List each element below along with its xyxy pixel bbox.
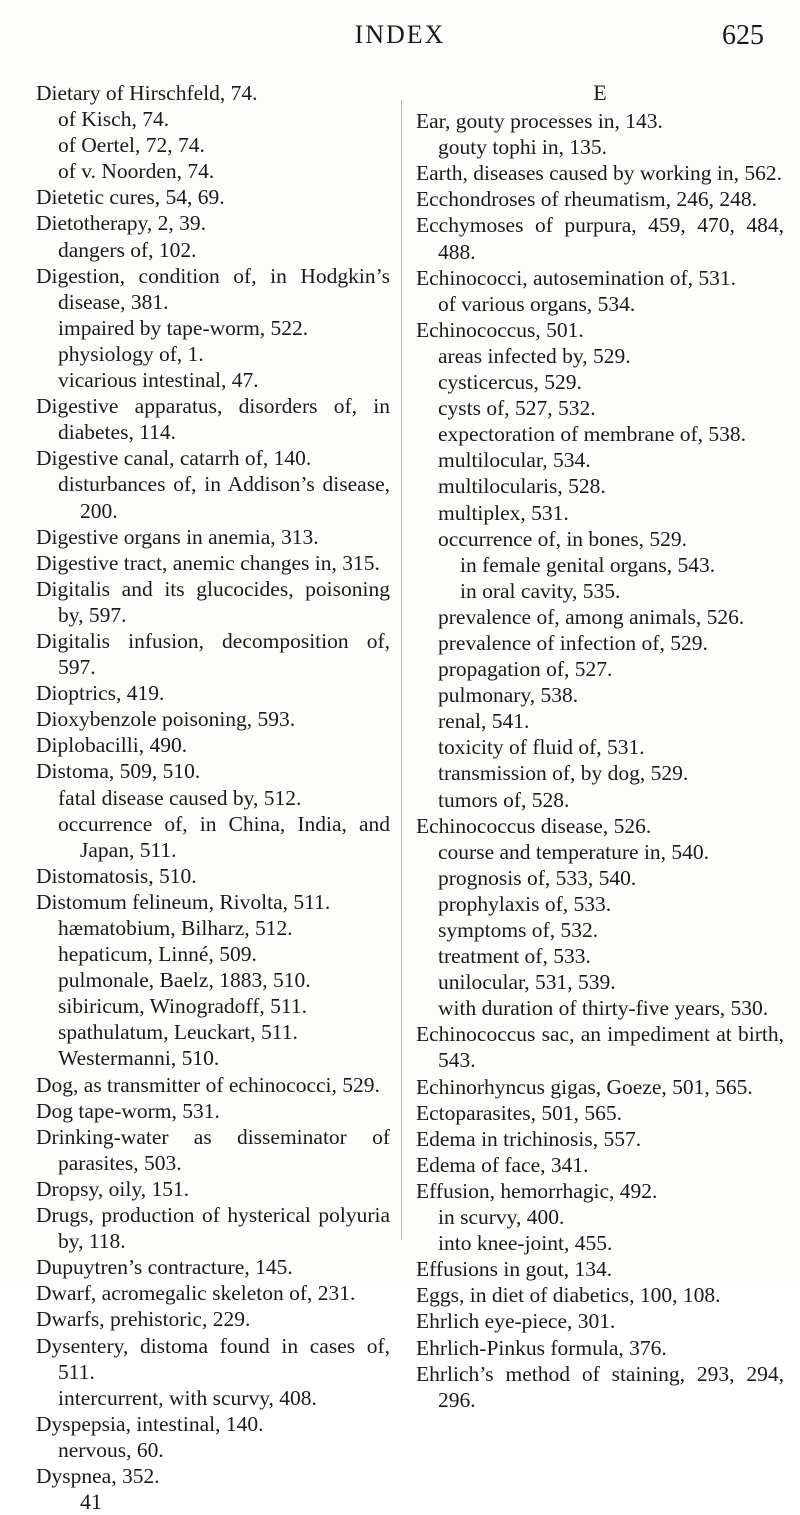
index-subentry: pulmonale, Baelz, 1883, 510. [58, 968, 311, 993]
index-subentry: impaired by tape-worm, 522. [58, 315, 309, 340]
index-subentry: in oral cavity, 535. [460, 578, 621, 603]
index-entry: Dwarf, acromegalic skeleton of, 231. [36, 1281, 356, 1306]
index-subentry: gouty tophi in, 135. [438, 135, 608, 160]
index-entry: Dioxybenzole poisoning, 593. [36, 707, 296, 732]
index-subentry: cysticercus, 529. [438, 370, 582, 395]
index-entry: Digestive tract, anemic changes in, 315. [36, 550, 380, 575]
index-entry: Drinking-water as disseminator of parasites, 503. [36, 1124, 390, 1175]
index-entry: Dropsy, oily, 151. [36, 1176, 190, 1201]
index-entry: Distoma, 509, 510. [36, 759, 201, 784]
page-number: 625 [722, 20, 764, 51]
index-entry: Dwarfs, prehistoric, 229. [36, 1307, 251, 1332]
index-subentry: areas infected by, 529. [438, 343, 631, 368]
index-entry: Echinococci, autosemination of, 531. [416, 265, 737, 290]
index-entry: Dietetic cures, 54, 69. [36, 185, 225, 210]
index-subentry: tumors of, 528. [438, 787, 570, 812]
index-subentry: propagation of, 527. [438, 657, 613, 682]
right-entries [416, 108, 784, 1413]
index-subentry: into knee-joint, 455. [438, 1231, 613, 1256]
index-entry: Distomum felineum, Rivolta, 511. [36, 889, 331, 914]
index-subentry: disturbances of, in Addison’s disease, 200. [58, 472, 390, 523]
index-entry: Edema of face, 341. [416, 1152, 589, 1177]
index-subentry: cysts of, 527, 532. [438, 396, 596, 421]
index-subentry: multilocularis, 528. [438, 474, 606, 499]
index-entry: Digestive canal, catarrh of, 140. [36, 446, 312, 471]
index-entry: Effusions in gout, 134. [416, 1257, 613, 1282]
index-subentry: of Oertel, 72, 74. [58, 133, 205, 158]
index-subentry: prevalence of, among animals, 526. [438, 604, 745, 629]
index-entry: Ecchymoses of purpura, 459, 470, 484, 488. [416, 213, 784, 264]
index-subentry: hæmatobium, Bilharz, 512. [58, 916, 293, 940]
right-index-column [416, 80, 784, 1413]
index-entry: Digitalis and its glucocides, poisoning by, 597. [36, 576, 390, 627]
section-letter: E [593, 80, 607, 105]
index-entry: Dyspepsia, intestinal, 140. [36, 1411, 264, 1436]
index-entry: Digestive organs in anemia, 313. [36, 524, 319, 549]
index-entry: Dog, as transmitter of echinococci, 529. [36, 1072, 380, 1097]
index-entry: Ehrlich-Pinkus formula, 376. [416, 1335, 667, 1360]
index-subentry: occurrence of, in bones, 529. [438, 526, 687, 551]
index-subentry: expectoration of membrane of, 538. [438, 422, 747, 447]
index-subentry: prognosis of, 533, 540. [438, 865, 637, 890]
index-entry: Echinococcus sac, an impediment at birth, 543. [416, 1022, 784, 1073]
index-entry: Edema in trichinosis, 557. [416, 1126, 642, 1151]
index-entry: Dog tape-worm, 531. [36, 1098, 220, 1123]
index-subentry: pulmonary, 538. [438, 683, 579, 708]
index-entry: Digestion, condition of, in Hodgkin’s disease, 381. [36, 263, 390, 314]
index-entry: Drugs, production of hysterical polyuria by, 118. [36, 1203, 390, 1254]
index-subentry: sibiricum, Winogradoff, 511. [58, 994, 307, 1019]
index-subentry: multiplex, 531. [438, 500, 569, 525]
index-subentry: vicarious intestinal, 47. [58, 368, 259, 393]
index-subentry: symptoms of, 532. [438, 918, 599, 942]
index-subentry: occurrence of, in China, India, and Japan, 511. [58, 811, 390, 862]
running-head [0, 20, 800, 54]
index-entry: Effusion, hemorrhagic, 492. [416, 1178, 658, 1203]
index-entry: Dysentery, distoma found in cases of, 511. [36, 1333, 390, 1384]
index-subentry: transmission of, by dog, 529. [438, 761, 689, 786]
index-subentry: course and temperature in, 540. [438, 839, 710, 864]
index-subentry: spathulatum, Leuckart, 511. [58, 1020, 298, 1045]
index-subentry: unilocular, 531, 539. [438, 970, 616, 995]
signature-mark: 41 [80, 1489, 102, 1515]
index-subentry: dangers of, 102. [58, 237, 197, 262]
index-entry: Digitalis infusion, decomposition of, 597. [36, 628, 390, 680]
index-subentry: hepaticum, Linné, 509. [58, 942, 257, 967]
index-subentry: prevalence of infection of, 529. [438, 630, 708, 655]
index-subentry: nervous, 60. [58, 1437, 164, 1462]
index-entry: Dietary of Hirschfeld, 74. [36, 81, 258, 105]
index-entry: Dietotherapy, 2, 39. [36, 211, 206, 236]
index-subentry: renal, 541. [438, 709, 530, 734]
index-entry: Ear, gouty processes in, 143. [416, 109, 663, 134]
index-subentry: multilocular, 534. [438, 448, 591, 473]
index-subentry: toxicity of fluid of, 531. [438, 735, 645, 760]
index-entry: Dupuytren’s contracture, 145. [36, 1255, 293, 1280]
index-subentry: in female genital organs, 543. [460, 552, 716, 577]
index-subentry: prophylaxis of, 533. [438, 891, 612, 916]
running-head-title: INDEX [354, 20, 446, 49]
index-entry: Ehrlich eye-piece, 301. [416, 1309, 616, 1334]
index-subentry: of various organs, 534. [438, 291, 636, 316]
index-subentry: in scurvy, 400. [438, 1205, 565, 1230]
index-subentry: Westermanni, 510. [58, 1046, 220, 1071]
index-entry: Echinococcus disease, 526. [416, 813, 652, 838]
index-entry: Echinorhyncus gigas, Goeze, 501, 565. [416, 1074, 753, 1099]
index-subentry: of v. Noorden, 74. [58, 159, 215, 184]
left-index-column [36, 80, 390, 1515]
index-entry: Digestive apparatus, disorders of, in diabetes, 114. [36, 394, 390, 445]
index-subentry: of Kisch, 74. [58, 107, 170, 132]
index-entry: Dyspnea, 352. [36, 1463, 160, 1488]
index-subentry: fatal disease caused by, 512. [58, 785, 302, 810]
index-entry: Ecchondroses of rheumatism, 246, 248. [416, 187, 757, 212]
index-entry: Ehrlich’s method of staining, 293, 294, 296. [416, 1361, 784, 1412]
index-entry: Eggs, in diet of diabetics, 100, 108. [416, 1283, 721, 1308]
index-entry: Ectoparasites, 501, 565. [416, 1100, 622, 1125]
index-entry: Diplobacilli, 490. [36, 733, 188, 758]
index-subentry: intercurrent, with scurvy, 408. [58, 1385, 317, 1410]
column-divider [401, 100, 402, 1240]
index-subentry: with duration of thirty-five years, 530. [438, 996, 769, 1021]
index-entry: Echinococcus, 501. [416, 317, 584, 342]
index-entry: Dioptrics, 419. [36, 681, 165, 706]
index-subentry: physiology of, 1. [58, 341, 204, 366]
index-entry: Distomatosis, 510. [36, 863, 197, 888]
index-entry: Earth, diseases caused by working in, 562. [416, 161, 783, 186]
index-subentry: treatment of, 533. [438, 944, 591, 969]
